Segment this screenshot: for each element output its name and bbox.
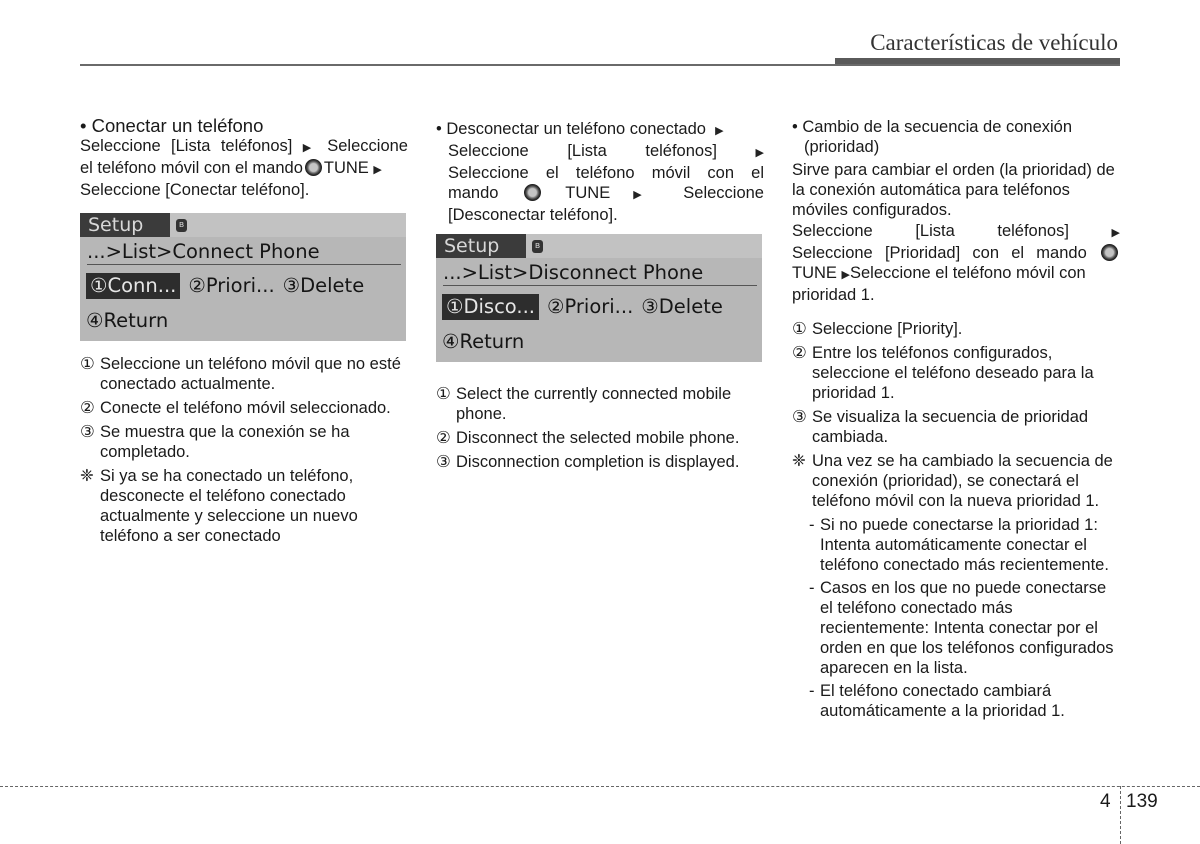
screen-tab: Setup [436, 234, 526, 258]
dash-item: - El teléfono conectado cambiará automáticamente a la prioridad 1. [809, 682, 1065, 720]
instruction-line: • Desconectar un teléfono conectado ▶ [436, 120, 724, 138]
section-heading: • Conectar un teléfono [80, 115, 264, 136]
list-item: ① Seleccione un teléfono móvil que no esté conectado actualmente. [80, 355, 401, 393]
page-number: 139 [1126, 791, 1158, 812]
list-item: ③ Se visualiza la secuencia de prioridad cambiada. [792, 408, 1089, 446]
description: Sirve para cambiar el orden (la prioridad) de la conexión automática para teléfonos móviles configurados. [792, 161, 1115, 219]
arrow-right-icon: ▶ [373, 164, 382, 176]
arrow-right-icon: ▶ [1111, 227, 1120, 239]
column-priority [792, 117, 1120, 724]
arrow-right-icon: ▶ [302, 142, 317, 154]
dash-item: - Casos en los que no puede conectarse el teléfono conectado más recientemente: Intenta conectar por el orden en que los teléfonos configurados aparecen en la lista. [809, 579, 1114, 677]
page-header-title: Características de vehículo [870, 30, 1118, 55]
column-disconnect-phone [436, 119, 764, 476]
screen-option-connect: ①Conn... [86, 273, 180, 299]
screen-option-return: ④Return [442, 330, 525, 353]
dash-item: - Si no puede conectarse la prioridad 1: Intenta automáticamente conectar el teléfono conectado más recientemente. [809, 516, 1109, 574]
instruction-line: Seleccione [Lista teléfonos] ▶ [448, 142, 764, 160]
chapter-number: 4 [1100, 791, 1111, 812]
setup-screen-connect [80, 213, 406, 341]
screen-option-return: ④Return [86, 309, 169, 332]
note-item: ❈ Si ya se ha conectado un teléfono, desconecte el teléfono conectado actualmente y seleccione un nuevo teléfono a ser conectado [80, 467, 358, 545]
list-item: ① Select the currently connected mobile phone. [436, 385, 732, 423]
tune-knob-icon [305, 159, 322, 176]
tune-knob-icon [524, 184, 541, 201]
footer-divider [1120, 786, 1121, 844]
screen-option-priority: ②Priori... [188, 274, 275, 297]
bluetooth-icon: ʙ [176, 219, 187, 232]
screen-path: ...>List>Connect Phone [87, 240, 401, 265]
arrow-right-icon: ▶ [755, 147, 764, 159]
instruction-line: prioridad 1. [792, 286, 875, 304]
list-item: ① Seleccione [Priority]. [792, 320, 963, 338]
instruction-line: [Desconectar teléfono]. [448, 206, 618, 224]
instruction-line: Seleccione el teléfono móvil con el [448, 164, 764, 182]
instruction-line: TUNE ▶Seleccione el teléfono móvil con [792, 264, 1086, 282]
instruction-line: Seleccione [Conectar teléfono]. [80, 181, 310, 199]
section-heading: • Cambio de la secuencia de conexión (prioridad) [792, 118, 1073, 156]
instruction-line: mando TUNE ▶ Seleccione [448, 184, 764, 202]
instruction-line: Seleccione [Lista teléfonos] ▶ Seleccione [80, 137, 408, 155]
arrow-right-icon: ▶ [715, 125, 724, 137]
screen-option-priority: ②Priori... [546, 295, 634, 318]
screen-option-disconnect: ①Disco... [442, 294, 539, 320]
list-item: ③ Se muestra que la conexión se ha completado. [80, 423, 350, 461]
footer-rule [0, 786, 1200, 787]
tune-knob-icon [1101, 244, 1118, 261]
arrow-right-icon: ▶ [633, 189, 661, 201]
header-rule [80, 64, 1120, 66]
screen-tab: Setup [80, 213, 170, 237]
list-item: ② Entre los teléfonos configurados, seleccione el teléfono deseado para la prioridad 1. [792, 344, 1094, 402]
instruction-line: el teléfono móvil con el mando TUNE ▶ [80, 159, 382, 177]
list-item: ③ Disconnection completion is displayed. [436, 453, 740, 471]
list-item: ② Conecte el teléfono móvil seleccionado. [80, 399, 391, 417]
screen-option-delete: ③Delete [641, 295, 723, 318]
arrow-right-icon: ▶ [841, 269, 850, 281]
instruction-line: Seleccione [Lista teléfonos] ▶ [792, 222, 1120, 240]
screen-option-delete: ③Delete [282, 274, 365, 297]
list-item: ② Disconnect the selected mobile phone. [436, 429, 740, 447]
instruction-line: Seleccione [Prioridad] con el mando [792, 243, 1120, 263]
column-connect-phone [80, 116, 408, 550]
screen-path: ...>List>Disconnect Phone [443, 261, 757, 286]
bluetooth-icon: ʙ [532, 240, 543, 253]
note-item: ❈ Una vez se ha cambiado la secuencia de conexión (prioridad), se conectará el teléfono móvil con la nueva prioridad 1. [792, 452, 1113, 510]
setup-screen-disconnect [436, 234, 762, 362]
